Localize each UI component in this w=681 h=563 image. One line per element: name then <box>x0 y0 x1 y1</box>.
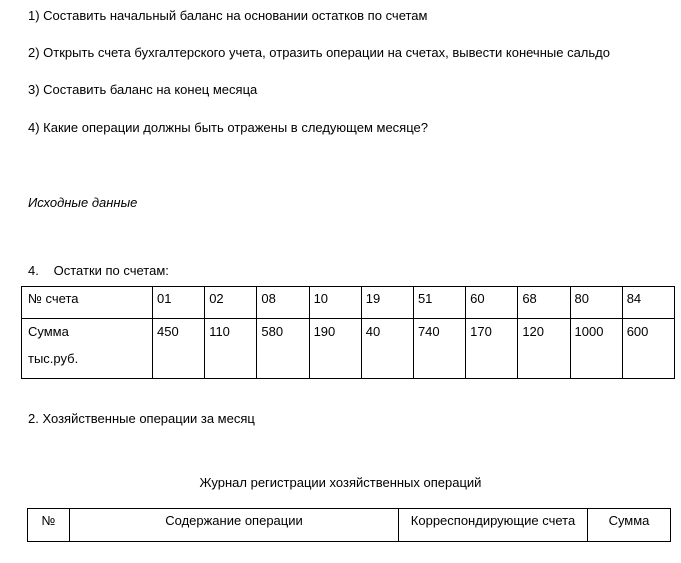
account-cell: 01 <box>153 287 205 319</box>
sum-cell: 110 <box>205 319 257 379</box>
sum-label <box>22 319 153 379</box>
account-cell: 10 <box>309 287 361 319</box>
account-number-label: № счета <box>22 287 153 319</box>
balances-table <box>21 286 675 379</box>
journal-title: Журнал регистрации хозяйственных операций <box>199 475 482 490</box>
account-cell: 51 <box>413 287 465 319</box>
sum-cell: 170 <box>466 319 518 379</box>
sum-cell: 740 <box>413 319 465 379</box>
journal-header-number: № <box>28 509 70 542</box>
sum-cell: 580 <box>257 319 309 379</box>
sum-label-line1: Сумма <box>28 324 69 339</box>
account-cell: 80 <box>570 287 622 319</box>
sum-label-line2: тыс.руб. <box>28 351 79 366</box>
sum-cell: 120 <box>518 319 570 379</box>
task-1: 1) Составить начальный баланс на основании остатков по счетам <box>28 8 428 23</box>
journal-table <box>27 508 671 542</box>
balances-heading-number: 4. <box>28 263 39 278</box>
sum-cell: 1000 <box>570 319 622 379</box>
task-2: 2) Открыть счета бухгалтерского учета, отразить операции на счетах, вывести конечные сальдо <box>28 45 610 60</box>
account-cell: 60 <box>466 287 518 319</box>
task-3: 3) Составить баланс на конец месяца <box>28 82 258 97</box>
balances-heading <box>28 263 169 278</box>
journal-header-accounts: Корреспондирующие счета <box>399 509 588 542</box>
task-4: 4) Какие операции должны быть отражены в следующем месяце? <box>28 120 428 135</box>
sum-cell: 450 <box>153 319 205 379</box>
account-cell: 68 <box>518 287 570 319</box>
account-cell: 84 <box>622 287 674 319</box>
journal-header-content: Содержание операции <box>70 509 399 542</box>
journal-header-row <box>28 509 671 542</box>
operations-heading: 2. Хозяйственные операции за месяц <box>28 411 255 426</box>
sums-row <box>22 319 675 379</box>
initial-data-heading: Исходные данные <box>28 195 138 210</box>
sum-cell: 40 <box>361 319 413 379</box>
account-cell: 19 <box>361 287 413 319</box>
sum-cell: 190 <box>309 319 361 379</box>
account-cell: 02 <box>205 287 257 319</box>
journal-header-sum: Сумма <box>588 509 671 542</box>
accounts-row <box>22 287 675 319</box>
balances-heading-text: Остатки по счетам: <box>53 263 169 278</box>
sum-cell: 600 <box>622 319 674 379</box>
account-cell: 08 <box>257 287 309 319</box>
